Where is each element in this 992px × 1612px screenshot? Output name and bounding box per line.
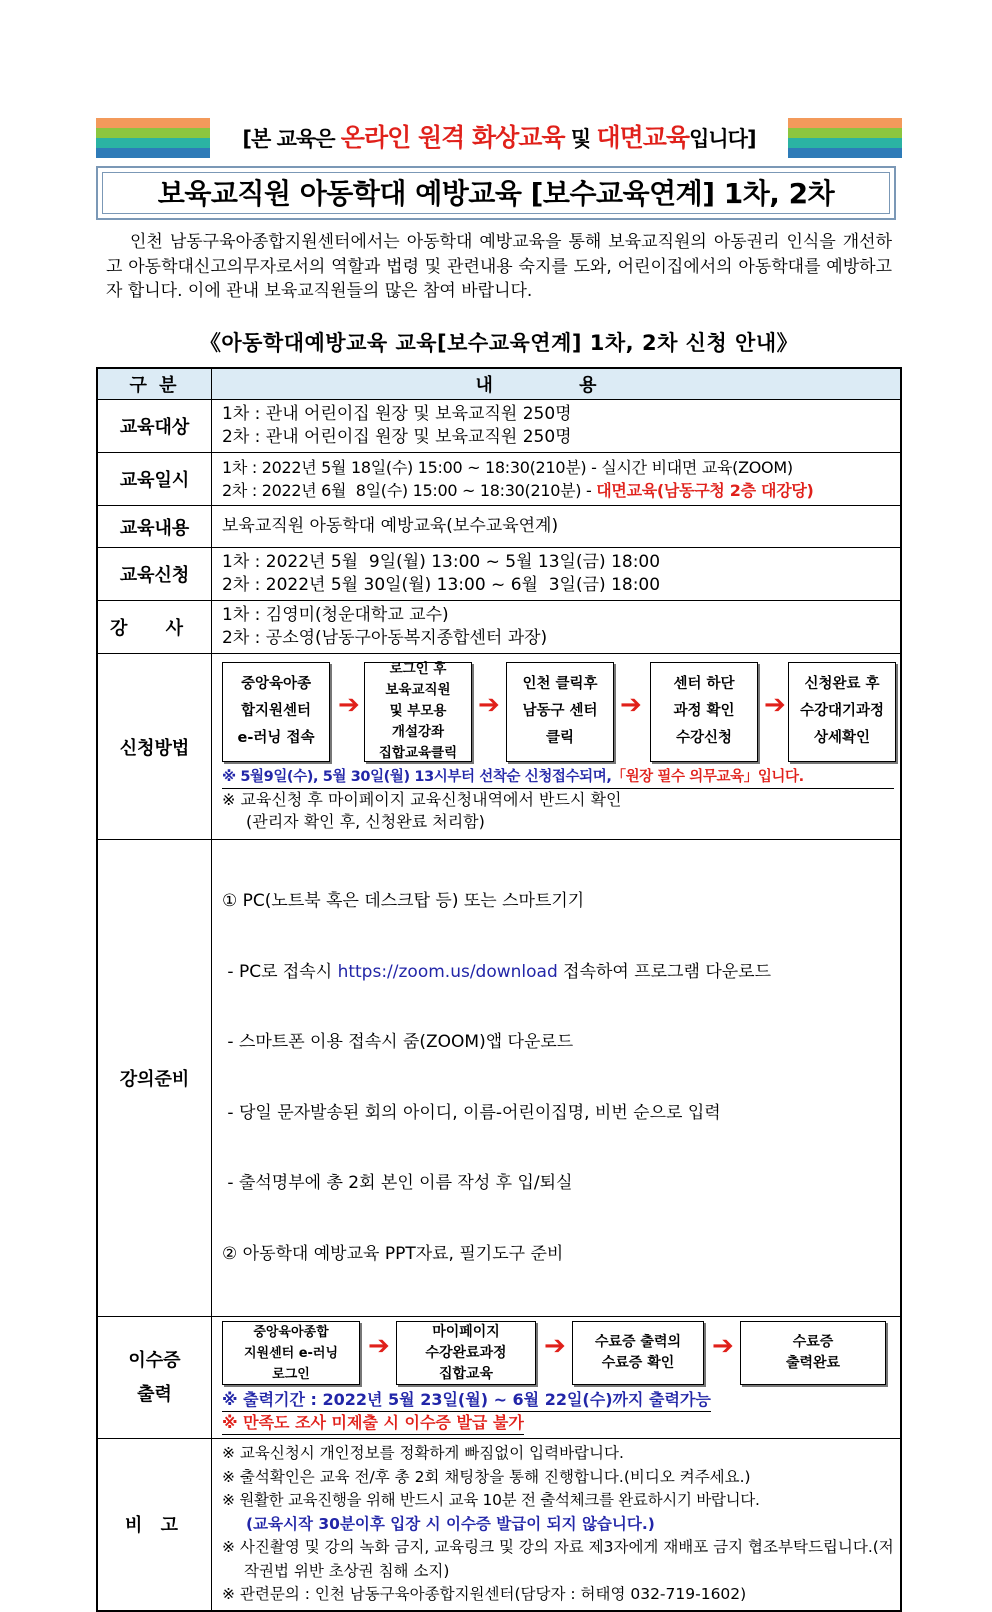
method-step-4: 센터 하단 과정 확인 수강신청 (650, 662, 758, 762)
banner-highlight-online: 온라인 원격 화상교육 (340, 123, 565, 152)
row-content (97, 506, 901, 548)
row-certificate (97, 1317, 901, 1439)
row-apply (97, 548, 901, 601)
instructor-line-1: 1차 : 김영미(청운대학교 교수) (222, 605, 449, 625)
table-header-row (97, 368, 901, 400)
content-target (212, 400, 902, 453)
row-prep (97, 840, 901, 1317)
content-content: 보육교직원 아동학대 예방교육(보수교육연계) (212, 506, 902, 548)
arrow-icon: ➔ (764, 689, 786, 720)
subtitle: 《아동학대예방교육 교육[보수교육연계] 1차, 2차 신청 안내》 (199, 331, 799, 355)
row-schedule (97, 453, 901, 506)
schedule-line-2 (222, 479, 894, 502)
row-target (97, 400, 901, 453)
prep-line-4: - 당일 문자발송된 회의 아이디, 이름-어린이집명, 비번 순으로 입력 (222, 1102, 721, 1123)
content-instructor (212, 601, 902, 654)
header-category: 구 분 (97, 368, 212, 400)
label-schedule: 교육일시 (97, 453, 212, 506)
remarks-line-2: ※ 출석확인은 교육 전/후 총 2회 채팅창을 통해 진행합니다.(비디오 켜주세요.) (222, 1467, 751, 1486)
label-method: 신청방법 (97, 654, 212, 840)
prep-line-6: ② 아동학대 예방교육 PPT자료, 필기도구 준비 (222, 1243, 564, 1264)
method-step-2: 로그인 후 보육교직원 및 부모용 개설강좌 집합교육클릭 (364, 662, 472, 762)
remarks-line-5: ※ 사진촬영 및 강의 녹화 금지, 교육링크 및 강의 자료 제3자에게 재배포 금지 협조부탁드립니다.(저작권법 위반 초상권 침해 소지) (222, 1538, 894, 1580)
prep-line-5: - 출석명부에 총 2회 본인 이름 작성 후 입/퇴실 (222, 1173, 573, 1193)
content-remarks (212, 1439, 902, 1611)
method-step-5: 신청완료 후 수강대기과정 상세확인 (788, 662, 896, 762)
method-note-1 (222, 766, 894, 789)
top-banner (96, 118, 902, 158)
arrow-icon: ➔ (620, 689, 642, 720)
label-target: 교육대상 (97, 400, 212, 453)
label-remarks: 비 고 (97, 1439, 212, 1611)
decorative-stripes-right (788, 118, 902, 158)
row-instructor (97, 601, 901, 654)
content-method (212, 654, 902, 840)
remarks-line-3: ※ 원활한 교육진행을 위해 반드시 교육 10분 전 출석체크를 완료하시기 바랍니다. (222, 1491, 760, 1509)
arrow-icon: ➔ (338, 689, 360, 720)
certificate-step-3: 수료증 출력의 수료증 확인 (572, 1321, 704, 1385)
title-box (96, 166, 896, 220)
certificate-note-red: ※ 만족도 조사 미제출 시 이수증 발급 불가 (222, 1412, 524, 1435)
remarks-line-4: (교육시작 30분이후 입장 시 이수증 발급이 되지 않습니다.) (246, 1514, 655, 1533)
row-remarks (97, 1439, 901, 1611)
instructor-line-2: 2차 : 공소영(남동구아동복지종합센터 과장) (222, 628, 548, 648)
apply-line-1: 1차 : 2022년 5월 9일(월) 13:00 ~ 5월 13일(금) 18:00 (222, 552, 661, 572)
label-apply: 교육신청 (97, 548, 212, 601)
method-flow (222, 658, 894, 766)
prep-line-2-prefix: - PC로 접속시 (222, 961, 338, 982)
label-certificate-line-1: 이수증 (128, 1349, 181, 1371)
method-step-1: 중앙육아종 합지원센터 e-러닝 접속 (222, 662, 330, 762)
banner-suffix: 입니다] (689, 127, 756, 151)
certificate-flow (222, 1317, 894, 1389)
label-certificate-line-2: 출력 (137, 1383, 172, 1405)
arrow-icon: ➔ (368, 1331, 390, 1361)
prep-line-3: - 스마트폰 이용 접속시 줌(ZOOM)앱 다운로드 (222, 1032, 574, 1052)
info-table (96, 367, 902, 1612)
banner-prefix: [본 교육은 (242, 127, 341, 151)
target-line-2: 2차 : 관내 어린이집 원장 및 보육교직원 250명 (222, 427, 572, 447)
label-certificate (97, 1317, 212, 1439)
prep-line-1: ① PC(노트북 혹은 데스크탑 등) 또는 스마트기기 (222, 891, 585, 911)
target-line-1: 1차 : 관내 어린이집 원장 및 보육교직원 250명 (222, 404, 572, 424)
prep-line-2-suffix: 접속하여 프로그램 다운로드 (557, 961, 772, 982)
banner-text (210, 118, 788, 158)
arrow-icon: ➔ (544, 1331, 566, 1361)
schedule-offline-highlight: 대면교육(남동구청 2층 대강당) (596, 481, 814, 500)
certificate-step-2: 마이페이지 수강완료과정 집합교육 (396, 1321, 536, 1385)
method-note-red: 「원장 필수 의무교육」입니다. (611, 768, 804, 785)
apply-line-2: 2차 : 2022년 5월 30일(월) 13:00 ~ 6월 3일(금) 18:00 (222, 575, 661, 595)
content-schedule (212, 453, 902, 506)
schedule-line-2-text: 2차 : 2022년 6월 8일(수) 15:00 ~ 18:30(210분) - (222, 481, 597, 500)
content-prep (212, 840, 902, 1317)
arrow-icon: ➔ (478, 689, 500, 720)
certificate-step-4: 수료증 출력완료 (740, 1321, 886, 1385)
zoom-download-link[interactable]: https://zoom.us/download (337, 961, 558, 982)
page-title: 보육교직원 아동학대 예방교육 [보수교육연계] 1차, 2차 (102, 172, 890, 214)
schedule-line-1: 1차 : 2022년 5월 18일(수) 15:00 ~ 18:30(210분) - 실시간 비대면 교육(ZOOM) (222, 458, 793, 477)
label-instructor: 강 사 (97, 601, 212, 654)
header-content: 내 용 (212, 368, 902, 400)
intro-paragraph: 인천 남동구육아종합지원센터에서는 아동학대 예방교육을 통해 보육교직원의 아동권리 인식을 개선하고 아동학대신고의무자로서의 역할과 법령 및 관련내용 숙지를 도와, 어린이집에서의 아동학대를 예방하고자 합니다. 이에 관내 보육교직원들의 많은 참여 바랍니다. (106, 232, 892, 301)
row-method (97, 654, 901, 840)
content-apply (212, 548, 902, 601)
content-certificate (212, 1317, 902, 1439)
method-note-blue: ※ 5월9일(수), 5월 30일(월) 13시부터 선착순 신청접수되며, (222, 768, 612, 785)
banner-middle: 및 (564, 127, 597, 151)
method-note-2: ※ 교육신청 후 마이페이지 교육신청내역에서 반드시 확인 (222, 789, 622, 809)
certificate-note-blue: ※ 출력기간 : 2022년 5월 23일(월) ~ 6월 22일(수)까지 출력가능 (222, 1389, 711, 1412)
label-content: 교육내용 (97, 506, 212, 548)
arrow-icon: ➔ (712, 1331, 734, 1361)
certificate-step-1: 중앙육아종합 지원센터 e-러닝 로그인 (222, 1321, 360, 1385)
label-prep: 강의준비 (97, 840, 212, 1317)
method-note-3: (관리자 확인 후, 신청완료 처리함) (246, 811, 485, 831)
banner-highlight-offline: 대면교육 (596, 123, 690, 152)
decorative-stripes-left (96, 118, 210, 158)
method-step-3: 인천 클릭후 남동구 센터 클릭 (506, 662, 614, 762)
remarks-line-1: ※ 교육신청시 개인정보를 정확하게 빠짐없이 입력바랍니다. (222, 1444, 624, 1462)
remarks-line-6: ※ 관련문의 : 인천 남동구육아종합지원센터(담당자 : 허태영 032-719-1602) (222, 1585, 747, 1603)
prep-line-2 (222, 961, 894, 985)
